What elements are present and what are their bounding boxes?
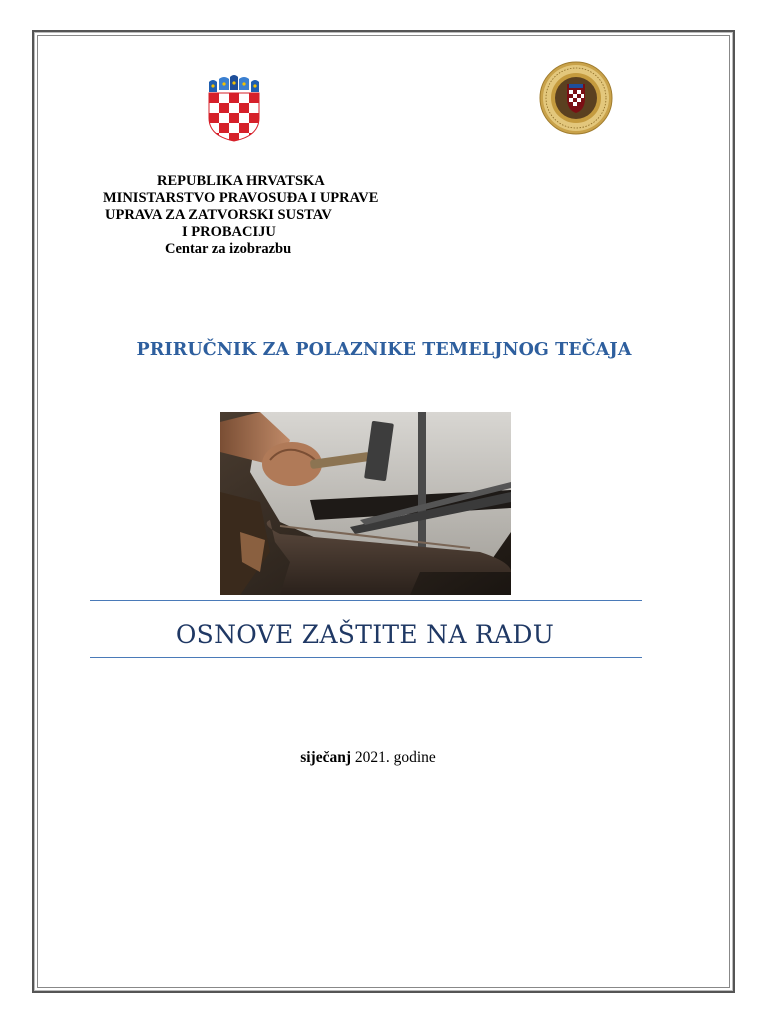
header-line-probation: I PROBACIJU bbox=[182, 224, 276, 240]
date-year: 2021. godine bbox=[350, 749, 436, 766]
header-line-ministry: MINISTARSTVO PRAVOSUĐA I UPRAVE bbox=[103, 190, 379, 206]
header-line-republic: REPUBLIKA HRVATSKA bbox=[157, 173, 325, 189]
coat-checkerboard bbox=[209, 93, 259, 142]
manual-subtitle: PRIRUČNIK ZA POLAZNIKE TEMELJNOG TEČAJA bbox=[136, 340, 632, 360]
croatian-coat-of-arms-icon bbox=[205, 72, 263, 142]
document-date bbox=[0, 749, 736, 767]
header-line-administration: UPRAVA ZA ZATVORSKI SUSTAV bbox=[105, 207, 332, 223]
title-rule-top bbox=[90, 600, 642, 601]
header-line-training-center: Centar za izobrazbu bbox=[165, 241, 292, 257]
institution-header bbox=[95, 173, 415, 258]
date-month: siječanj bbox=[300, 749, 351, 766]
prison-service-seal-icon bbox=[538, 60, 614, 138]
title-rule-bottom bbox=[90, 657, 642, 658]
coat-crown bbox=[209, 75, 259, 92]
document-title: OSNOVE ZAŠTITE NA RADU bbox=[175, 620, 555, 649]
blacksmith-photo bbox=[220, 412, 511, 595]
